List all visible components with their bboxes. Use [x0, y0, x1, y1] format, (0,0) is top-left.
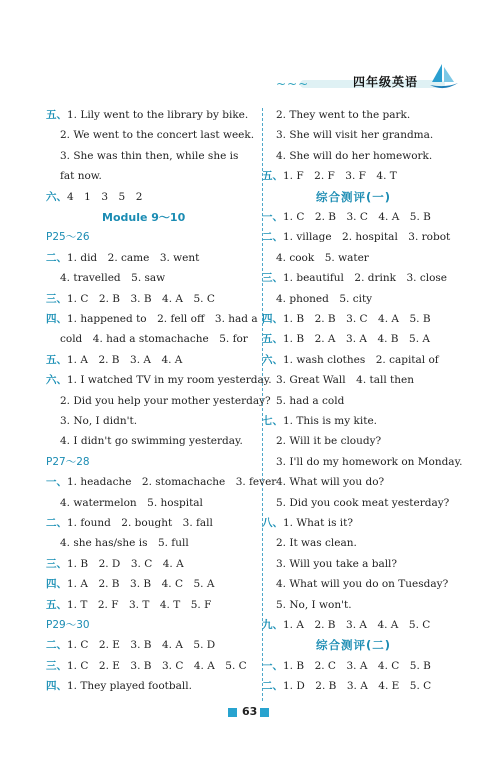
answer-line — [46, 557, 184, 571]
answer-line — [46, 373, 272, 387]
answer-line — [46, 312, 258, 326]
answer-line — [60, 271, 165, 285]
answer-text: 3. Great Wall 4. tall then — [276, 374, 414, 387]
answer-line — [46, 190, 142, 204]
question-number: 三、 — [262, 272, 283, 285]
answer-line — [276, 128, 433, 142]
question-number: 六、 — [46, 190, 67, 203]
answer-line — [276, 496, 449, 510]
answer-line — [276, 373, 414, 387]
answer-text: 1. C 2. B 3. C 4. A 5. B — [283, 211, 431, 223]
answer-text: 4. She will do her homework. — [276, 149, 433, 162]
sailboat-logo-icon — [428, 62, 460, 92]
page-range-label: P27～28 — [46, 455, 90, 468]
answer-line — [276, 251, 369, 265]
answer-text: 1. A 2. B 3. A 4. A 5. C — [283, 619, 431, 631]
question-number: 二、 — [46, 639, 67, 652]
question-number: 三、 — [46, 659, 67, 672]
question-number: 六、 — [46, 374, 67, 387]
question-number: 一、 — [46, 476, 67, 489]
answer-line — [262, 516, 353, 530]
answer-text: cold 4. had a stomachache 5. for — [60, 333, 248, 346]
answer-text: 1. What is it? — [283, 517, 354, 529]
answer-line — [276, 455, 462, 469]
answer-line — [276, 108, 410, 122]
page-range-label: P29～30 — [46, 619, 90, 631]
section-heading: 综合测评(二) — [316, 638, 392, 653]
answer-text: 5. had a cold — [276, 394, 345, 407]
answer-text: 3. No, I didn't. — [60, 415, 138, 427]
answer-text: 1. C 2. E 3. B 4. A 5. D — [67, 639, 216, 652]
answer-line — [276, 434, 381, 448]
module-heading: Module 9～10 — [102, 211, 186, 224]
answer-text: 1. A 2. B 3. A 4. A — [67, 353, 183, 366]
answer-text: 1. happened to 2. fell off 3. had a — [67, 313, 258, 325]
question-number: 五、 — [262, 170, 283, 183]
answer-text: 1. Lily went to the library by bike. — [67, 109, 249, 121]
answer-text: 1. found 2. bought 3. fall — [67, 517, 213, 529]
answer-line — [276, 149, 432, 163]
answer-line — [262, 312, 431, 326]
answer-text: 4. phoned 5. city — [276, 292, 373, 305]
answer-line — [46, 577, 214, 591]
question-number: 二、 — [46, 251, 67, 264]
answer-line — [46, 475, 276, 489]
question-number: 五、 — [262, 333, 283, 346]
question-number: 四、 — [46, 578, 67, 591]
answer-line — [46, 353, 182, 367]
question-number: 六、 — [262, 353, 283, 366]
answer-text: 2. We went to the concert last week. — [60, 129, 255, 142]
answer-line — [60, 414, 137, 428]
answer-line — [276, 577, 448, 591]
answer-line — [262, 618, 430, 632]
question-number: 一、 — [262, 211, 283, 223]
answer-text: 3. She was thin then, while she is — [60, 149, 239, 162]
answer-line — [262, 169, 397, 183]
question-number: 三、 — [46, 557, 67, 570]
answer-line — [276, 394, 344, 408]
answer-line — [276, 536, 357, 550]
answer-text: 1. I watched TV in my room yesterday. — [67, 374, 272, 387]
answer-line — [60, 496, 203, 510]
answer-text: 4. travelled 5. saw — [60, 272, 166, 285]
answer-line — [60, 394, 271, 408]
answer-text: 1. C 2. B 3. B 4. A 5. C — [67, 292, 215, 305]
header-wave-decoration: ~~~ — [276, 77, 310, 91]
answer-line — [276, 292, 372, 306]
question-number: 一、 — [262, 659, 283, 672]
answer-text: 3. I'll do my homework on Monday. — [276, 455, 463, 468]
answer-line — [46, 659, 247, 673]
square-icon — [228, 708, 237, 717]
answer-line — [276, 557, 397, 571]
question-number: 七、 — [262, 415, 283, 427]
answer-text: 1. B 2. A 3. A 4. B 5. A — [283, 333, 430, 346]
question-number: 四、 — [46, 680, 67, 693]
answer-line — [262, 659, 431, 673]
question-number: 五、 — [46, 353, 67, 366]
square-icon — [260, 708, 269, 717]
page-range-label: P25～26 — [46, 231, 90, 244]
answer-text: 1. B 2. B 3. C 4. A 5. B — [283, 313, 431, 325]
answer-line — [46, 679, 192, 693]
question-number: 二、 — [46, 517, 67, 529]
question-number: 二、 — [262, 231, 283, 244]
answer-text: 3. Will you take a ball? — [276, 557, 398, 570]
answer-line — [60, 149, 238, 163]
answer-line — [60, 332, 248, 346]
question-number: 四、 — [46, 313, 67, 325]
answer-text: 2. They went to the park. — [276, 109, 411, 121]
page-number: 63 — [242, 705, 258, 718]
question-number: 九、 — [262, 619, 283, 631]
answer-line — [46, 292, 215, 306]
question-number: 二、 — [262, 680, 283, 693]
answer-text: 1. B 2. C 3. A 4. C 5. B — [283, 659, 431, 672]
answer-text: 1. C 2. E 3. B 3. C 4. A 5. C — [67, 659, 247, 672]
answer-line — [262, 414, 377, 428]
answer-line — [60, 434, 243, 448]
answer-text: 1. This is my kite. — [283, 415, 378, 427]
answer-text: 2. It was clean. — [276, 537, 357, 550]
answer-text: fat now. — [60, 170, 102, 183]
answer-text: 2. Will it be cloudy? — [276, 435, 382, 448]
question-number: 三、 — [46, 292, 67, 305]
answer-line — [60, 128, 254, 142]
answer-line — [262, 332, 430, 346]
answer-text: 1. They played football. — [67, 680, 192, 693]
answer-line — [262, 210, 431, 224]
answer-text: 4. What will you do on Tuesday? — [276, 578, 449, 591]
answer-line — [262, 353, 439, 367]
answer-text: 4. watermelon 5. hospital — [60, 496, 203, 509]
answer-line — [262, 271, 447, 285]
answer-text: 4. she has/she is 5. full — [60, 537, 189, 550]
answer-text: 1. B 2. D 3. C 4. A — [67, 557, 184, 570]
answer-text: 1. A 2. B 3. B 4. C 5. A — [67, 578, 215, 591]
answer-text: 4. What will you do? — [276, 476, 385, 489]
answer-text: 4 1 3 5 2 — [67, 190, 143, 203]
answer-text: 1. did 2. came 3. went — [67, 251, 200, 264]
answer-text: 1. F 2. F 3. F 4. T — [283, 170, 397, 183]
question-number: 五、 — [46, 109, 67, 121]
question-number: 八、 — [262, 517, 283, 529]
answer-text: 4. I didn't go swimming yesterday. — [60, 435, 243, 448]
header-title: 四年级英语 — [353, 75, 419, 89]
answer-text: 5. Did you cook meat yesterday? — [276, 496, 450, 509]
answer-line — [46, 598, 211, 612]
page-footer — [222, 705, 284, 721]
answer-line — [276, 475, 384, 489]
answer-text: 1. T 2. F 3. T 4. T 5. F — [67, 598, 212, 611]
answer-text: 1. beautiful 2. drink 3. close — [283, 272, 447, 285]
answer-text: 1. D 2. B 3. A 4. E 5. C — [283, 680, 432, 693]
answer-text: 2. Did you help your mother yesterday? — [60, 394, 271, 407]
answer-line — [46, 516, 213, 530]
answer-text: 1. village 2. hospital 3. robot — [283, 231, 451, 244]
answer-line — [262, 230, 450, 244]
answer-text: 5. No, I won't. — [276, 598, 352, 611]
question-number: 五、 — [46, 598, 67, 611]
answer-text: 1. headache 2. stomachache 3. fever — [67, 476, 277, 489]
answer-text: 3. She will visit her grandma. — [276, 129, 434, 142]
question-number: 四、 — [262, 313, 283, 325]
answer-text: 1. wash clothes 2. capital of — [283, 353, 439, 366]
answer-line — [60, 536, 189, 550]
answer-line — [60, 169, 102, 183]
answer-line — [46, 638, 215, 652]
answer-line — [46, 251, 199, 265]
answer-line — [46, 108, 248, 122]
answer-text: 4. cook 5. water — [276, 251, 369, 264]
answer-line — [262, 679, 431, 693]
answer-line — [276, 598, 352, 612]
section-heading: 综合测评(一) — [316, 189, 392, 204]
